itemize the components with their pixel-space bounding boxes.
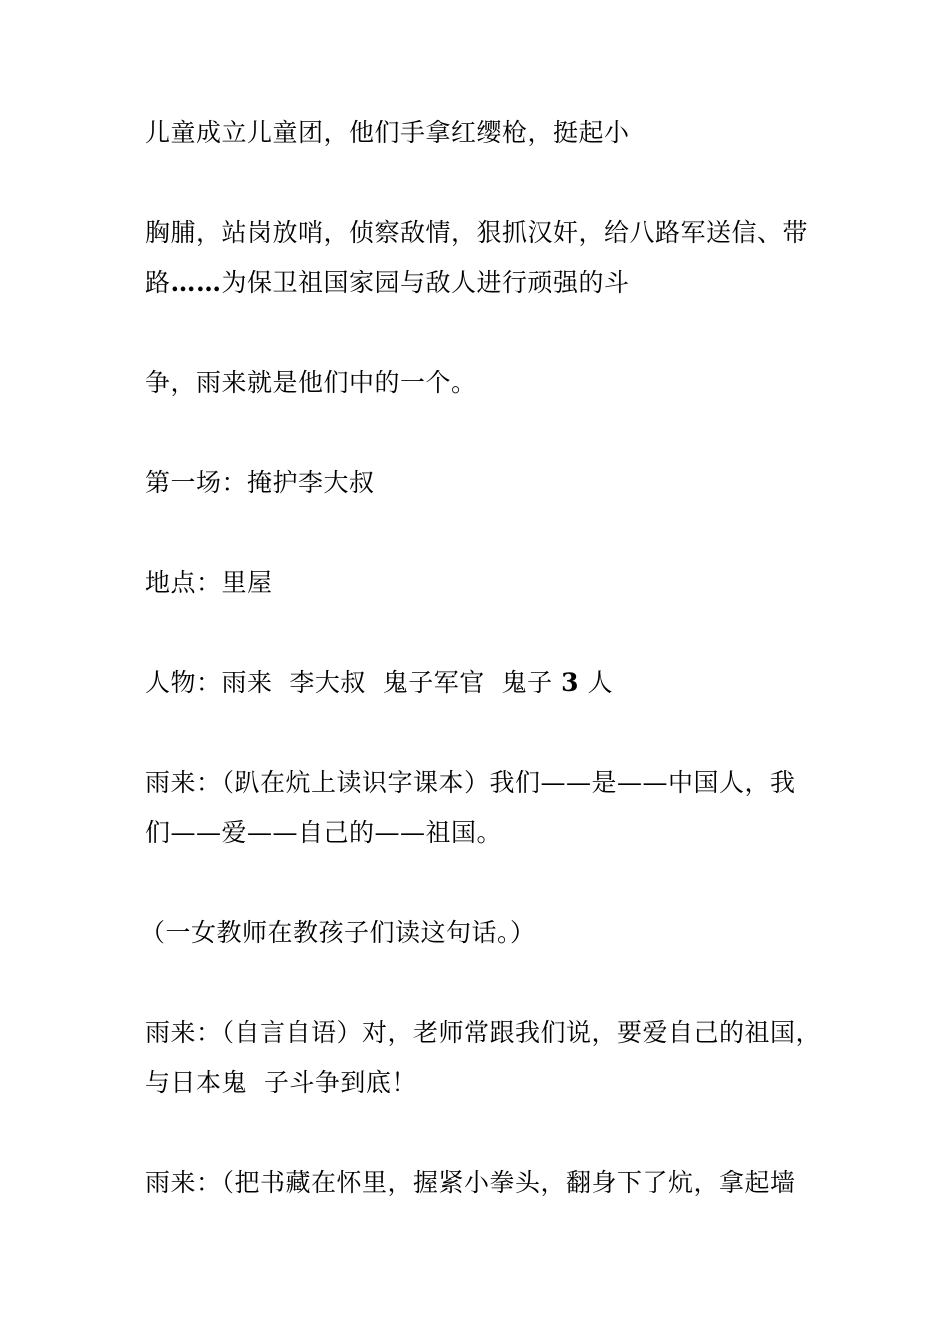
text-line-4: 争，雨来就是他们中的一个。 <box>145 368 477 397</box>
dialogue-line-3: 雨来：（把书藏在怀里，握紧小拳头，翻身下了炕，拿起墙 <box>145 1168 796 1197</box>
text-line-1: 儿童成立儿童团，他们手拿红缨枪，挺起小 <box>145 118 630 147</box>
text-segment: 为保卫祖国家园与敌人进行顽强的斗 <box>221 268 630 297</box>
text-segment: 路 <box>145 268 171 297</box>
text-segment: 人 <box>579 668 613 697</box>
dialogue-line-1-cont: 们——爱——自己的——祖国。 <box>145 818 503 847</box>
dialogue-line-2: 雨来：（自言自语）对，老师常跟我们说，要爱自己的祖国， <box>145 1018 822 1047</box>
location-line: 地点：里屋 <box>145 568 273 597</box>
stage-direction: （一女教师在教孩子们读这句话。） <box>140 918 536 947</box>
text-segment: 人物：雨来 李大叔 鬼子军官 鬼子 <box>145 668 562 697</box>
dialogue-line-1: 雨来：（趴在炕上读识字课本）我们——是——中国人，我 <box>145 768 796 797</box>
dialogue-line-2-cont: 与日本鬼 子斗争到底！ <box>145 1068 417 1097</box>
characters-line <box>145 668 825 698</box>
scene-heading: 第一场：掩护李大叔 <box>145 468 375 497</box>
text-line-3 <box>145 268 825 298</box>
ellipsis-bold: …… <box>170 268 222 297</box>
character-count-bold: 3 <box>561 668 580 697</box>
text-line-2: 胸脯，站岗放哨，侦察敌情，狠抓汉奸，给八路军送信、带 <box>145 218 809 247</box>
